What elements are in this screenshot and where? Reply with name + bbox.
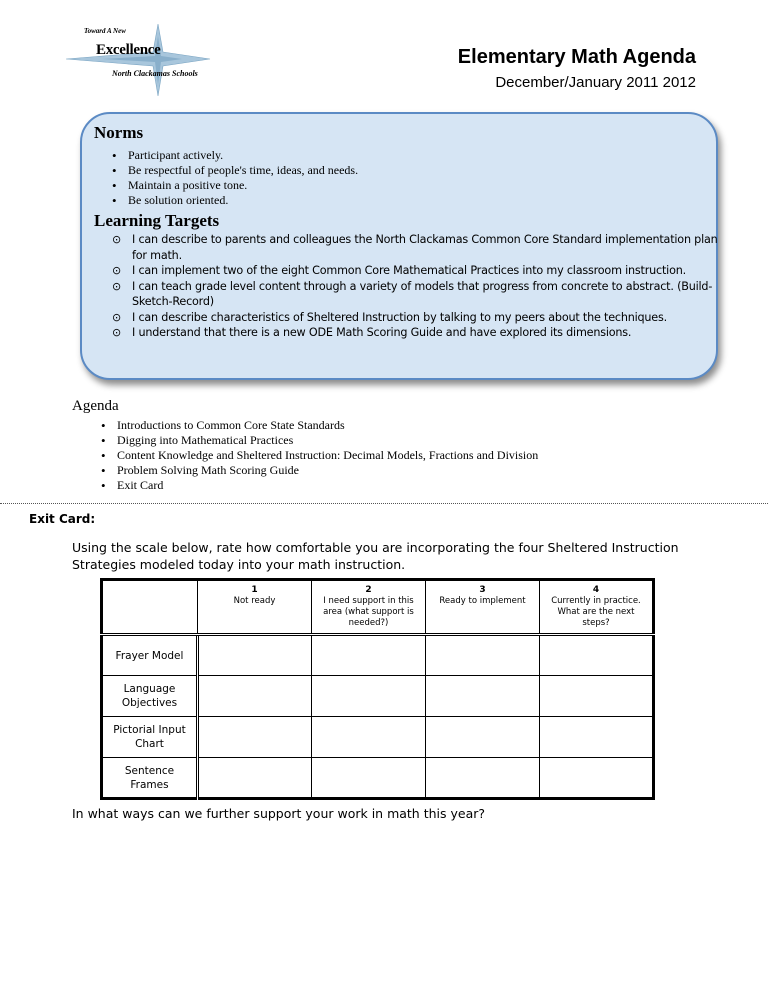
list-item: • Participant actively. [112, 148, 358, 163]
exit-card-title: Exit Card: [29, 512, 96, 526]
scale-label: Currently in practice. What are the next steps? [551, 596, 641, 628]
cut-line-divider [0, 503, 768, 504]
rating-cell[interactable] [312, 676, 426, 717]
table-row [102, 635, 654, 676]
scale-label: I need support in this area (what support is needed?) [323, 596, 414, 628]
rating-cell[interactable] [198, 635, 312, 676]
rating-cell[interactable] [426, 717, 540, 758]
norms-list [112, 148, 358, 208]
table-row [102, 676, 654, 717]
exit-card-instructions: Using the scale below, rate how comfortable you are incorporating the four Sheltered Instruction Strategies modeled today into your math instruction. [72, 540, 679, 572]
list-item: • Exit Card [101, 478, 538, 493]
list-item: ⊙ I can implement two of the eight Common Core Mathematical Practices into my classroom instruction. [116, 263, 728, 279]
scale-label: Not ready [233, 596, 276, 606]
logo-line-1: Toward A New [84, 27, 126, 35]
rating-cell[interactable] [540, 676, 654, 717]
agenda-list [101, 418, 538, 493]
scale-header-3 [426, 580, 540, 635]
row-label: Sentence Frames [102, 758, 198, 799]
list-item: ⊙ I can describe characteristics of Sheltered Instruction by talking to my peers about the techniques. [116, 310, 728, 326]
rating-cell[interactable] [198, 758, 312, 799]
rating-cell[interactable] [540, 717, 654, 758]
scale-number: 1 [251, 585, 258, 595]
list-item: • Digging into Mathematical Practices [101, 433, 538, 448]
rating-cell[interactable] [540, 635, 654, 676]
page-title: Elementary Math Agenda [457, 46, 696, 68]
row-label: Pictorial Input Chart [102, 717, 198, 758]
scale-header-4 [540, 580, 654, 635]
list-item: • Be respectful of people's time, ideas, and needs. [112, 163, 358, 178]
rating-cell[interactable] [540, 758, 654, 799]
learning-targets-list [116, 232, 728, 341]
support-question: In what ways can we further support your work in math this year? [72, 806, 486, 821]
rating-table [100, 578, 655, 800]
row-label: Frayer Model [102, 635, 198, 676]
list-item: ⊙ I can teach grade level content through a variety of models that progress from concrete to abstract. (Build-Sketch-Record) [116, 279, 728, 310]
scale-number: 2 [365, 585, 372, 595]
district-logo [62, 22, 212, 98]
scale-header-2 [312, 580, 426, 635]
logo-line-3: North Clackamas Schools [112, 69, 198, 78]
rating-cell[interactable] [426, 676, 540, 717]
norms-heading: Norms [94, 123, 144, 142]
list-item: ⊙ I can describe to parents and colleagues the North Clackamas Common Core Standard implementation plan for math. [116, 232, 728, 263]
list-item: • Maintain a positive tone. [112, 178, 358, 193]
rating-cell[interactable] [426, 635, 540, 676]
scale-number: 4 [592, 585, 600, 595]
list-item: • Be solution oriented. [112, 193, 358, 208]
page-subtitle: December/January 2011 2012 [495, 74, 696, 91]
logo-line-2: Excellence [96, 42, 161, 58]
table-row [102, 717, 654, 758]
list-item: • Introductions to Common Core State Standards [101, 418, 538, 433]
list-item: ⊙ I understand that there is a new ODE Math Scoring Guide and have explored its dimensions. [116, 325, 728, 341]
scale-header-1 [198, 580, 312, 635]
rating-cell[interactable] [312, 717, 426, 758]
scale-label: Ready to implement [439, 596, 526, 606]
scale-number: 3 [479, 585, 486, 595]
rating-cell[interactable] [198, 717, 312, 758]
rating-cell[interactable] [312, 635, 426, 676]
learning-targets-heading: Learning Targets [94, 211, 220, 230]
table-corner-cell [102, 580, 198, 635]
table-row [102, 758, 654, 799]
list-item: • Content Knowledge and Sheltered Instruction: Decimal Models, Fractions and Division [101, 448, 538, 463]
rating-cell[interactable] [312, 758, 426, 799]
agenda-heading: Agenda [72, 398, 119, 414]
row-label: Language Objectives [102, 676, 198, 717]
table-header-row [102, 580, 654, 635]
rating-cell[interactable] [426, 758, 540, 799]
list-item: • Problem Solving Math Scoring Guide [101, 463, 538, 478]
rating-cell[interactable] [198, 676, 312, 717]
